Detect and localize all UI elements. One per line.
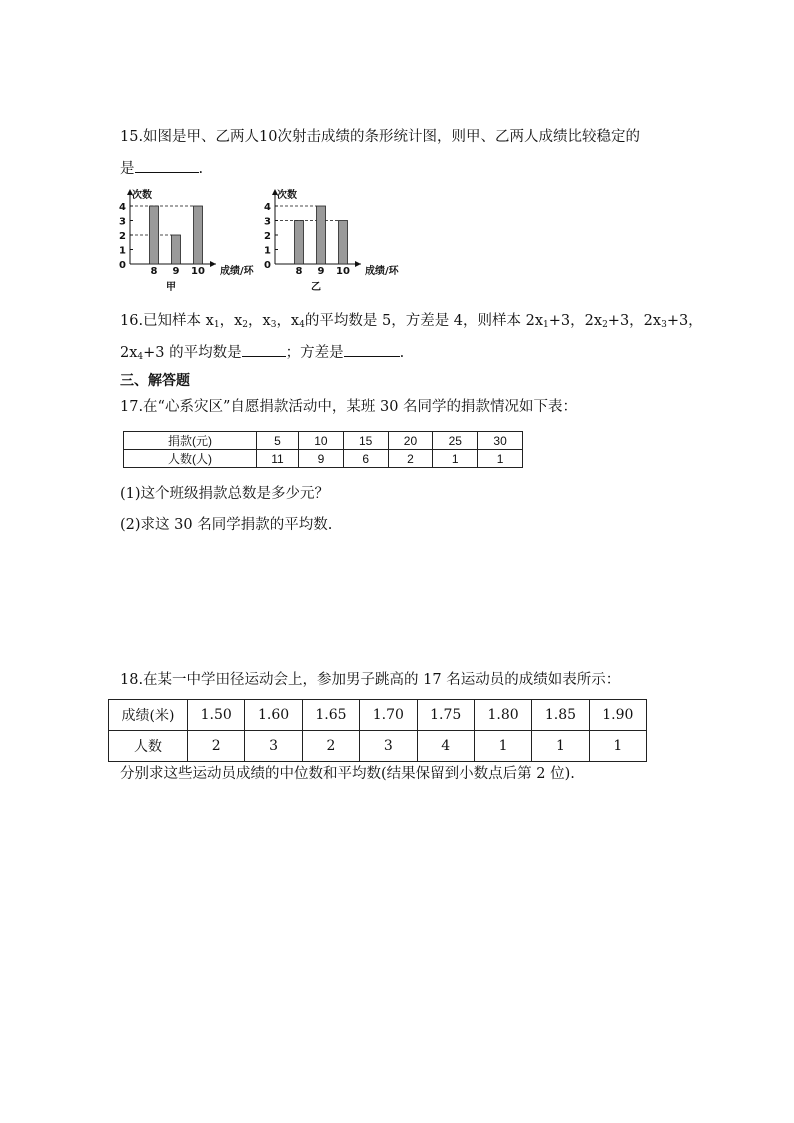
section-title: 三、解答题 bbox=[120, 373, 190, 389]
y-axis-label: 次数 bbox=[277, 190, 297, 201]
table-cell: 15 bbox=[343, 432, 388, 450]
y-tick-label: 3 bbox=[264, 216, 271, 228]
bar bbox=[317, 206, 326, 264]
q16-text: ，x bbox=[276, 313, 300, 329]
q16-text: 2x bbox=[120, 345, 138, 361]
x-axis-label: 成绩/环 bbox=[365, 266, 399, 277]
q15-line1: 15.如图是甲、乙两人10次射击成绩的条形统计图，则甲、乙两人成绩比较稳定的 bbox=[120, 129, 641, 145]
q18-intro: 18.在某一中学田径运动会上，参加男子跳高的 17 名运动员的成绩如表所示： bbox=[120, 672, 621, 688]
bar bbox=[194, 206, 203, 264]
y-tick-label: 0 bbox=[119, 260, 126, 271]
q17-table bbox=[123, 431, 523, 468]
y-tick-label: 4 bbox=[119, 202, 126, 213]
q16-sub: 1 bbox=[213, 320, 220, 330]
q16-sub: 3 bbox=[270, 320, 277, 330]
table-cell: 人数 bbox=[109, 731, 188, 762]
q16-text: +3， bbox=[666, 313, 703, 329]
q18-table bbox=[108, 699, 647, 762]
table-cell: 2 bbox=[188, 731, 245, 762]
x-tick-label: 8 bbox=[150, 266, 158, 277]
table-row bbox=[109, 731, 647, 762]
q16-text: +3，2x bbox=[548, 313, 603, 329]
y-tick-label: 2 bbox=[264, 231, 271, 242]
q16-text: ，x bbox=[248, 313, 271, 329]
q16-text: ，x bbox=[219, 313, 243, 329]
q16-text: +3 的平均数是 bbox=[143, 345, 242, 361]
q16-line1 bbox=[120, 312, 703, 334]
table-cell: 1.85 bbox=[532, 700, 589, 731]
table-cell: 20 bbox=[388, 432, 433, 450]
table-cell: 人数(人) bbox=[124, 450, 257, 468]
q16-text: +3，2x bbox=[607, 313, 662, 329]
chart-jia bbox=[110, 186, 260, 298]
q16-text: . bbox=[399, 345, 405, 361]
table-cell: 1 bbox=[433, 450, 478, 468]
q16-sub: 2 bbox=[602, 320, 608, 330]
q17-sub2: (2)求这 30 名同学捐款的平均数. bbox=[120, 517, 333, 533]
q17-intro: 17.在“心系灾区”自愿捐款活动中，某班 30 名同学的捐款情况如下表： bbox=[120, 399, 578, 415]
table-cell: 25 bbox=[433, 432, 478, 450]
table-cell: 2 bbox=[388, 450, 433, 468]
q16-text: 的平均数是 5，方差是 4，则样本 2x bbox=[304, 313, 544, 329]
q16-text: 16.已知样本 x bbox=[120, 313, 214, 329]
y-tick-label: 1 bbox=[119, 245, 126, 257]
q16-sub: 2 bbox=[242, 320, 249, 330]
q15-line2 bbox=[120, 158, 203, 178]
q15-answer-blank bbox=[135, 158, 199, 173]
q16-variance-blank bbox=[344, 342, 400, 357]
table-cell: 捐款(元) bbox=[124, 432, 257, 450]
chart-yi bbox=[255, 186, 405, 298]
q16-sub: 3 bbox=[661, 320, 667, 330]
table-row bbox=[109, 700, 647, 731]
y-tick-label: 0 bbox=[264, 260, 271, 271]
table-cell: 1.50 bbox=[188, 700, 245, 731]
q16-line2 bbox=[120, 342, 404, 366]
q16-sub: 4 bbox=[299, 320, 305, 330]
table-cell: 30 bbox=[478, 432, 523, 450]
x-axis-arrow bbox=[210, 261, 216, 267]
table-cell: 1.90 bbox=[589, 700, 646, 731]
bar bbox=[339, 221, 348, 265]
x-tick-label: 9 bbox=[172, 266, 180, 277]
table-cell: 3 bbox=[245, 731, 302, 762]
q18-question: 分别求这些运动员成绩的中位数和平均数(结果保留到小数点后第 2 位). bbox=[120, 766, 575, 782]
x-tick-label: 10 bbox=[191, 266, 205, 277]
q15-prefix: 是 bbox=[120, 161, 135, 177]
table-cell: 成绩(米) bbox=[109, 700, 188, 731]
x-tick-label: 10 bbox=[336, 266, 350, 277]
table-cell: 2 bbox=[302, 731, 359, 762]
x-axis-label: 成绩/环 bbox=[220, 266, 254, 277]
table-cell: 1.75 bbox=[417, 700, 474, 731]
q16-sub: 4 bbox=[137, 352, 144, 362]
y-tick-label: 4 bbox=[264, 202, 271, 213]
q15-suffix: . bbox=[198, 161, 204, 177]
chart-caption: 乙 bbox=[311, 282, 321, 293]
table-cell: 1 bbox=[589, 731, 646, 762]
y-axis-label: 次数 bbox=[132, 190, 152, 201]
bar bbox=[172, 235, 181, 264]
table-cell: 5 bbox=[257, 432, 299, 450]
y-tick-label: 3 bbox=[119, 216, 126, 228]
q16-text: ；方差是 bbox=[285, 345, 344, 361]
table-cell: 4 bbox=[417, 731, 474, 762]
table-cell: 9 bbox=[299, 450, 344, 468]
x-axis-arrow bbox=[355, 261, 361, 267]
bar bbox=[150, 206, 159, 264]
table-cell: 10 bbox=[299, 432, 344, 450]
table-cell: 3 bbox=[360, 731, 417, 762]
y-tick-label: 2 bbox=[119, 231, 126, 242]
q16-mean-blank bbox=[242, 342, 286, 357]
y-tick-label: 1 bbox=[264, 245, 271, 257]
table-row bbox=[124, 450, 523, 468]
q17-sub1: (1)这个班级捐款总数是多少元？ bbox=[120, 486, 330, 502]
table-cell: 1.60 bbox=[245, 700, 302, 731]
table-cell: 1.65 bbox=[302, 700, 359, 731]
q16-sub: 1 bbox=[543, 320, 549, 330]
chart-caption: 甲 bbox=[166, 282, 176, 293]
table-cell: 1.70 bbox=[360, 700, 417, 731]
x-tick-label: 9 bbox=[317, 266, 325, 277]
table-cell: 1 bbox=[532, 731, 589, 762]
table-cell: 6 bbox=[343, 450, 388, 468]
table-cell: 1.80 bbox=[474, 700, 531, 731]
x-tick-label: 8 bbox=[295, 266, 303, 277]
table-cell: 11 bbox=[257, 450, 299, 468]
table-cell: 1 bbox=[478, 450, 523, 468]
bar bbox=[295, 221, 304, 265]
table-row bbox=[124, 432, 523, 450]
table-cell: 1 bbox=[474, 731, 531, 762]
